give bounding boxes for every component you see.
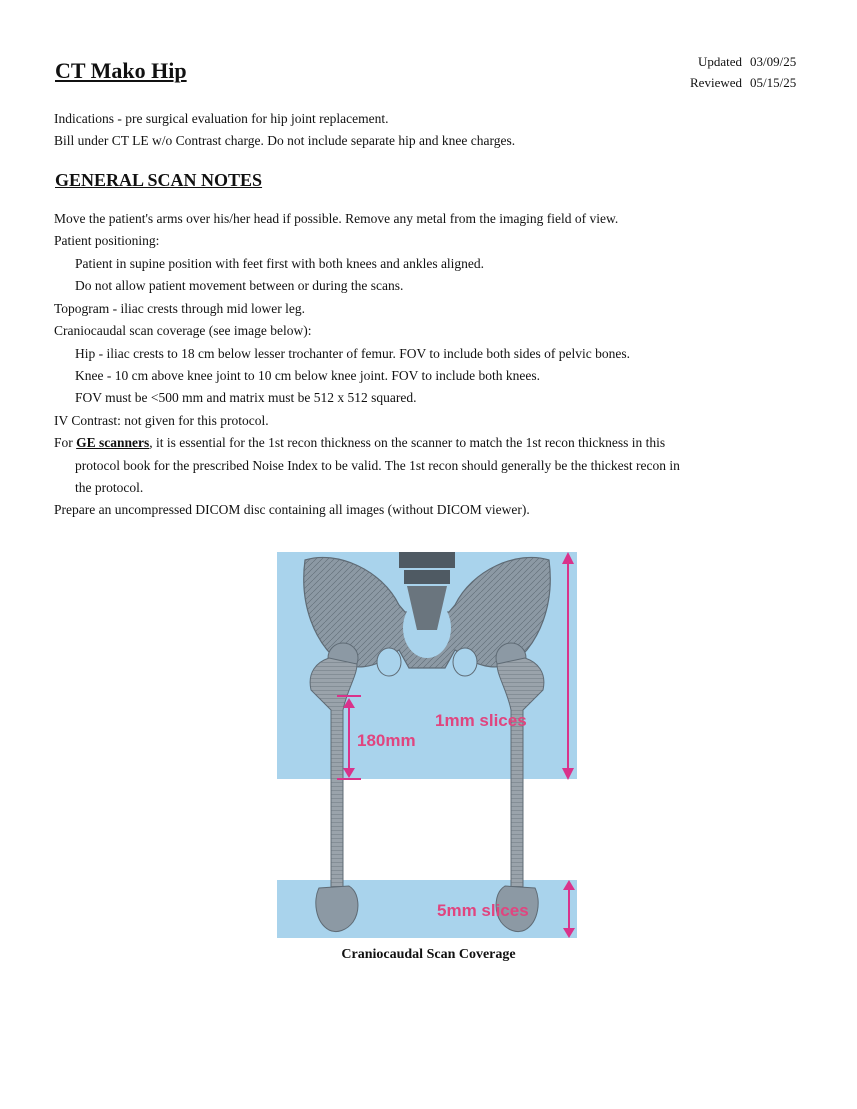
coverage-fov: FOV must be <500 mm and matrix must be 512 x 512 squared.: [75, 390, 417, 405]
label-1mm-slices: 1mm slices: [435, 711, 527, 730]
coverage-knee: Knee - 10 cm above knee joint to 10 cm below knee joint. FOV to include both knees.: [75, 368, 541, 383]
label-180mm: 180mm: [357, 731, 416, 750]
contrast-note: IV Contrast: not given for this protocol.: [54, 413, 269, 428]
indications-text: Indications - pre surgical evaluation for hip joint replacement.: [54, 111, 389, 126]
ge-note-line-1: [54, 434, 665, 452]
updated-label: Updated: [697, 54, 742, 69]
page-title: CT Mako Hip: [55, 58, 187, 83]
topogram-note: Topogram - iliac crests through mid lower leg.: [54, 301, 305, 316]
ge-rest-text: , it is essential for the 1st recon thickness on the scanner to match the 1st recon thickness in this: [149, 435, 666, 450]
arms-note: Move the patient's arms over his/her head if possible. Remove any metal from the imaging field of view.: [54, 211, 619, 226]
ge-note-line-2: protocol book for the prescribed Noise Index to be valid. The 1st recon should generally be the thickest recon in: [75, 458, 680, 473]
reviewed-date: 05/15/25: [750, 75, 797, 90]
reviewed-row: [672, 75, 796, 91]
dicom-note: Prepare an uncompressed DICOM disc containing all images (without DICOM viewer).: [54, 502, 530, 517]
positioning-item-2: Do not allow patient movement between or during the scans.: [75, 278, 404, 293]
positioning-item-1: Patient in supine position with feet first with both knees and ankles aligned.: [75, 256, 485, 271]
billing-text: Bill under CT LE w/o Contrast charge. Do not include separate hip and knee charges.: [54, 133, 516, 148]
scan-coverage-figure: [277, 550, 577, 938]
ge-note-line-3: the protocol.: [75, 480, 144, 495]
ge-for-text: For: [54, 435, 77, 450]
general-scan-notes-heading: GENERAL SCAN NOTES: [55, 170, 263, 190]
ge-scanners-link[interactable]: GE scanners: [76, 435, 150, 450]
figure-caption: Craniocaudal Scan Coverage: [341, 947, 516, 962]
coverage-hip: Hip - iliac crests to 18 cm below lesser trochanter of femur. FOV to include both sides of pelvic bones.: [75, 346, 630, 361]
reviewed-label: Reviewed: [690, 75, 742, 90]
updated-date: 03/09/25: [750, 54, 797, 69]
positioning-label: Patient positioning:: [54, 233, 160, 248]
coverage-label: Craniocaudal scan coverage (see image below):: [54, 323, 312, 338]
updated-row: [672, 54, 796, 70]
scan-coverage-diagram: [277, 550, 577, 938]
label-5mm-slices: 5mm slices: [437, 901, 529, 920]
